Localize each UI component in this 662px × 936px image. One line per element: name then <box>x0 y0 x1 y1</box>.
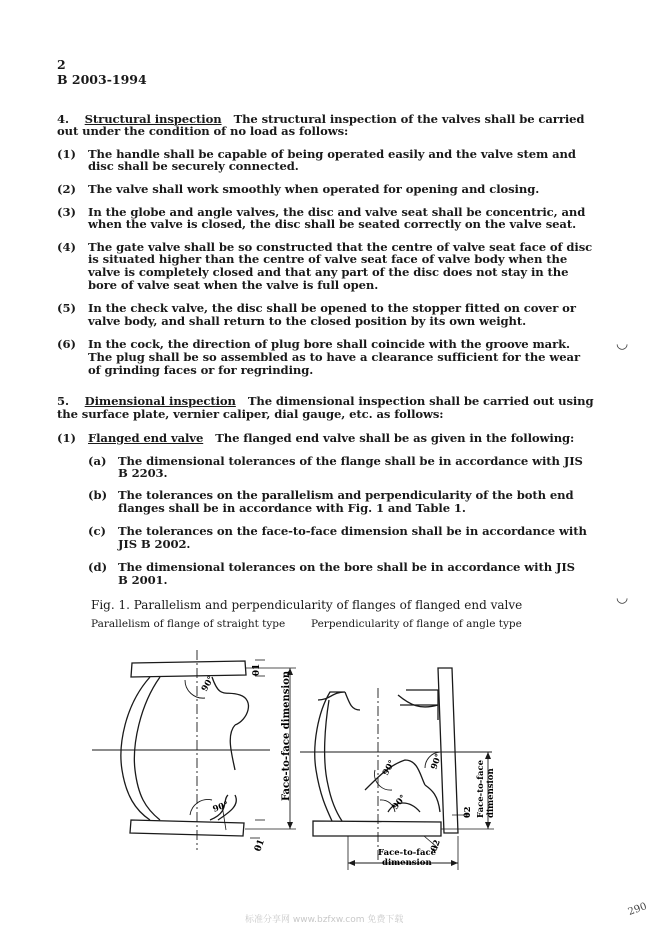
s5-item1-heading: Flanged end valve The flanged end valve shall be as given in the following: <box>88 431 575 445</box>
s5-sub-a-line2: B 2203. <box>118 466 168 480</box>
figure-right-caption: Perpendicularity of flange of angle type <box>311 618 522 630</box>
section5-heading: 5. Dimensional inspection The dimensional inspection shall be carried out using <box>57 394 594 408</box>
s5-sub-c-line1: The tolerances on the face-to-face dimension shall be in accordance with <box>118 524 587 538</box>
left-theta1-top: θ1 <box>252 663 262 676</box>
s5-sub-a-num: (a) <box>88 454 107 468</box>
s5-sub-d-num: (d) <box>88 560 108 574</box>
section4-title: Structural inspection <box>84 112 222 126</box>
s4-item1-line1: The handle shall be capable of being operated easily and the valve stem and <box>88 147 576 161</box>
section5-intro-line2: the surface plate, vernier caliper, dial gauge, etc. as follows: <box>57 407 444 421</box>
margin-mark-2: ◡ <box>616 590 629 606</box>
s5-sub-d-line2: B 2001. <box>118 573 168 587</box>
s4-item4-line3: valve is completely closed and that any part of the disc does not stay in the <box>88 265 569 279</box>
right-vertical-dim-label-2: dimension <box>486 768 496 818</box>
s4-item1-line2: disc shall be securely connected. <box>88 159 299 173</box>
section4-intro-line2: out under the condition of no load as follows: <box>57 124 349 138</box>
s4-item3-num: (3) <box>57 205 77 219</box>
figure-title: Fig. 1. Parallelism and perpendicularity of flanges of flanged end valve <box>91 598 523 612</box>
s4-item5-line2: valve body, and shall return to the closed position by its own weight. <box>88 314 527 328</box>
straight-valve-drawing <box>92 650 296 850</box>
s4-item5-num: (5) <box>57 301 77 315</box>
s5-item1-title: Flanged end valve <box>88 431 204 445</box>
s5-item1-num: (1) <box>57 431 77 445</box>
right-horizontal-dim-label-2: dimension <box>382 858 432 868</box>
s4-item6-line1: In the cock, the direction of plug bore shall coincide with the groove mark. <box>88 337 570 351</box>
s4-item4-num: (4) <box>57 240 77 254</box>
right-angle-3: 90° <box>390 793 409 812</box>
s4-item6-num: (6) <box>57 337 77 351</box>
base-flange <box>313 821 441 836</box>
s4-item3-line1: In the globe and angle valves, the disc and valve seat shall be concentric, and <box>88 205 586 219</box>
side-flange <box>438 668 458 833</box>
figure-left-caption: Parallelism of flange of straight type <box>91 618 286 630</box>
page-number: 2 <box>57 57 66 72</box>
s5-sub-a-line1: The dimensional tolerances of the flange shall be in accordance with JIS <box>118 454 583 468</box>
margin-mark-1: ◡ <box>616 336 629 352</box>
s4-item2-num: (2) <box>57 182 77 196</box>
right-horizontal-dim-label-1: Face-to-face <box>378 848 437 858</box>
right-theta2-side: θ2 <box>463 806 473 818</box>
right-angle-1: 90° <box>380 758 398 778</box>
s4-item4-line4: bore of valve seat when the valve is full open. <box>88 278 379 292</box>
top-flange <box>131 661 246 677</box>
watermark: 标准分享网 www.bzfxw.com 免费下载 <box>245 915 404 925</box>
s5-sub-b-line1: The tolerances on the parallelism and perpendicularity of the both end <box>118 488 574 502</box>
s4-item5-line1: In the check valve, the disc shall be opened to the stopper fitted on cover or <box>88 301 576 315</box>
s4-item4-line1: The gate valve shall be so constructed that the centre of valve seat face of disc <box>88 240 593 254</box>
s5-sub-d-line1: The dimensional tolerances on the bore shall be in accordance with JIS <box>118 560 575 574</box>
bottom-flange <box>130 820 244 836</box>
s5-sub-c-line2: JIS B 2002. <box>118 537 191 551</box>
s5-sub-c-num: (c) <box>88 524 107 538</box>
s5-sub-b-num: (b) <box>88 488 108 502</box>
standard-number: B 2003-1994 <box>57 72 147 87</box>
right-vertical-dim-label-1: Face-to-face <box>476 759 486 818</box>
margin-note: 290 <box>626 901 649 918</box>
s4-item4-line2: is situated higher than the centre of valve seat face of valve body when the <box>88 252 568 266</box>
right-angle-2: 90° <box>429 752 445 772</box>
left-angle-top: 90° <box>199 674 217 694</box>
section4-heading: 4. Structural inspection The structural inspection of the valves shall be carried <box>57 112 585 126</box>
s4-item6-line3: of grinding faces or for regrinding. <box>88 363 314 377</box>
left-face-to-face-label: Face-to-face dimension <box>281 670 292 801</box>
angle-valve-drawing <box>300 668 494 870</box>
s4-item6-line2: The plug shall be so assembled as to have a clearance sufficient for the wear <box>88 350 580 364</box>
s4-item2-line1: The valve shall work smoothly when operated for opening and closing. <box>88 182 540 196</box>
section5-title: Dimensional inspection <box>84 394 236 408</box>
left-angle-bottom: 90° <box>211 799 231 815</box>
s5-sub-b-line2: flanges shall be in accordance with Fig. 1 and Table 1. <box>118 501 466 515</box>
right-theta2-bottom: θ2 <box>429 838 443 854</box>
s4-item3-line2: when the valve is closed, the disc shall be seated correctly on the valve seat. <box>88 217 577 231</box>
s4-item1-num: (1) <box>57 147 77 161</box>
left-theta1-bottom: θ1 <box>253 838 268 854</box>
